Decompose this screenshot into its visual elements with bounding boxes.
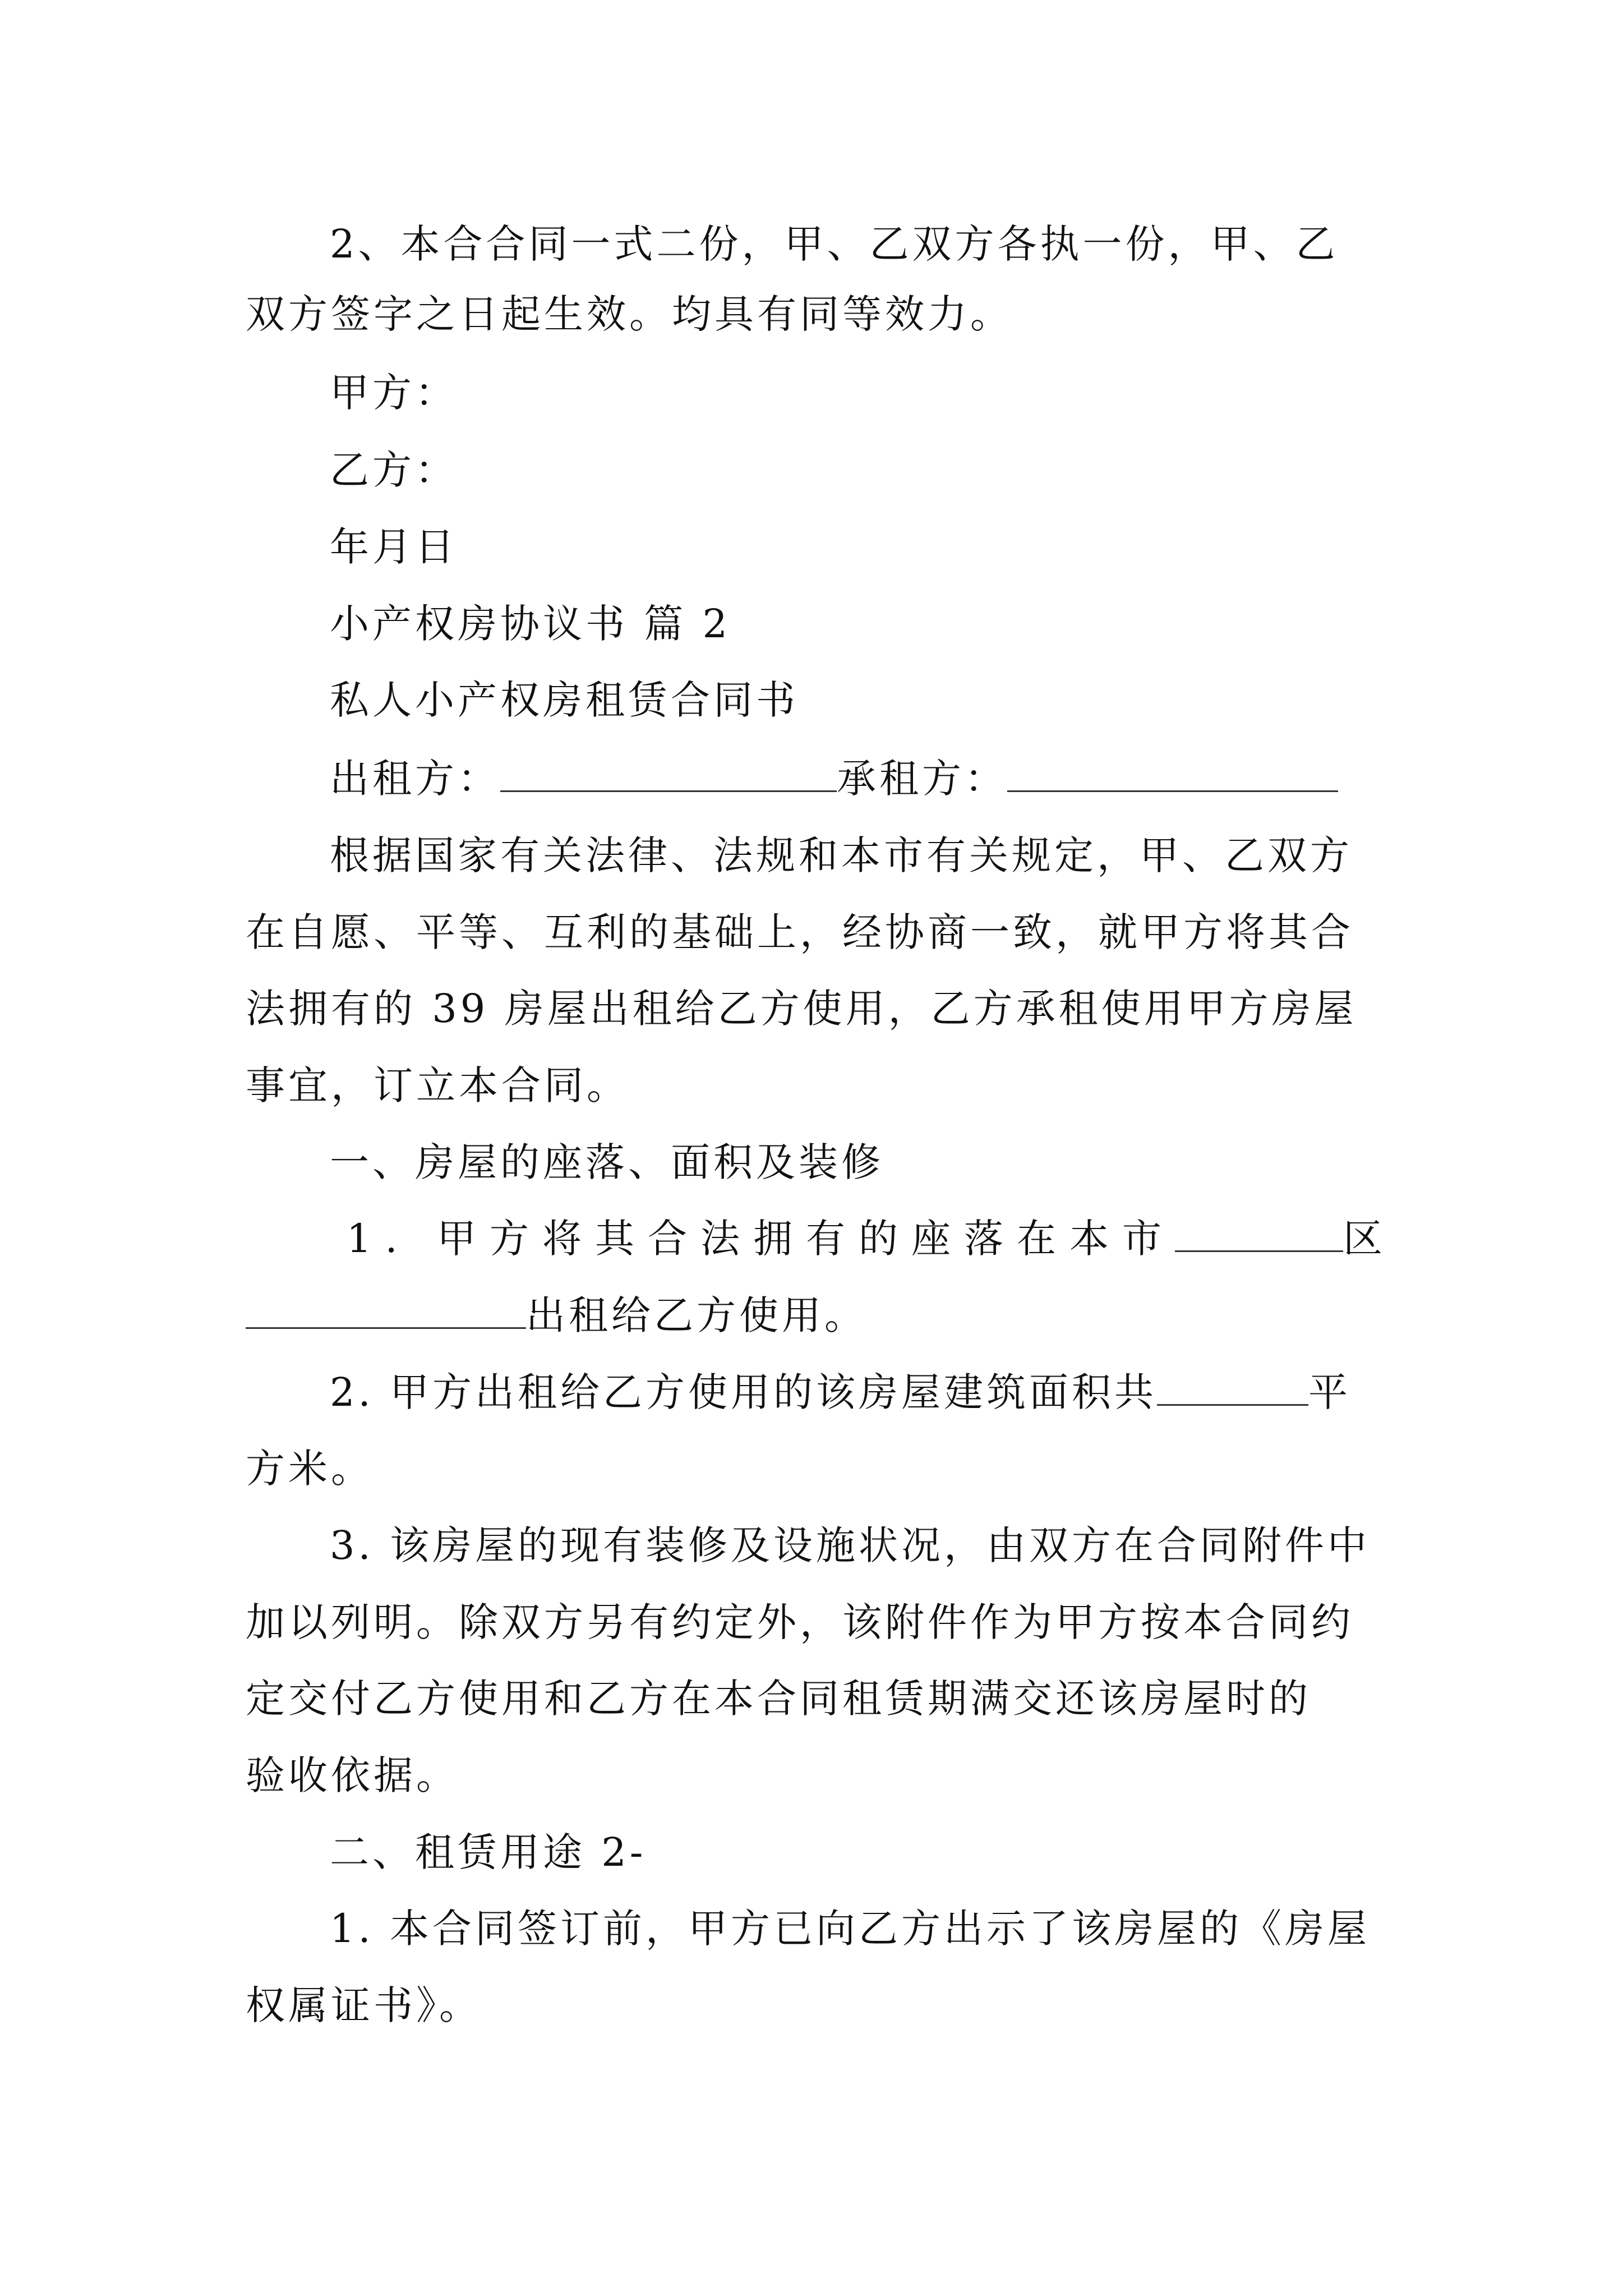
lessee-blank bbox=[1007, 751, 1338, 792]
date-line: 年月日 bbox=[330, 524, 458, 570]
district-label: 区 bbox=[1343, 1216, 1386, 1262]
party-b-label: 乙方： bbox=[330, 447, 458, 493]
item-text: 出租给乙方使用。 bbox=[526, 1292, 867, 1338]
paragraph-line: 2、本合合同一式二份，甲、乙双方各执一份，甲、乙 bbox=[330, 221, 1339, 267]
paragraph-line: 在自愿、平等、互利的基础上，经协商一致，就甲方将其合 bbox=[246, 909, 1354, 955]
paragraph-line: 双方签字之日起生效。均具有同等效力。 bbox=[246, 291, 1013, 337]
section-heading: 一、房屋的座落、面积及装修 bbox=[330, 1139, 884, 1185]
paragraph-line bbox=[246, 1287, 867, 1343]
city-blank bbox=[1175, 1211, 1343, 1252]
paragraph-line: 方米。 bbox=[246, 1446, 374, 1492]
item-text: 2. 甲方出租给乙方使用的该房屋建筑面积共 bbox=[330, 1369, 1158, 1415]
paragraph-line: 事宜，订立本合同。 bbox=[246, 1062, 629, 1108]
lessor-blank bbox=[500, 751, 837, 792]
paragraph-line: 加以列明。除双方另有约定外，该附件作为甲方按本合同约 bbox=[246, 1599, 1354, 1645]
item-text: 平 bbox=[1308, 1369, 1352, 1415]
paragraph-line bbox=[330, 1364, 1351, 1420]
section-heading: 小产权房协议书 篇 2 bbox=[330, 601, 731, 647]
paragraph-line: 根据国家有关法律、法规和本市有关规定，甲、乙双方 bbox=[330, 832, 1353, 878]
contract-title: 私人小产权房租赁合同书 bbox=[330, 677, 799, 723]
lessor-label: 出租方： bbox=[330, 756, 500, 802]
section-heading: 二、租赁用途 2- bbox=[330, 1829, 647, 1875]
paragraph-line: 验收依据。 bbox=[246, 1752, 459, 1798]
paragraph-line: 权属证书》。 bbox=[246, 1982, 482, 2028]
paragraph-line: 定交付乙方使用和乙方在本合同租赁期满交还该房屋时的 bbox=[246, 1676, 1311, 1722]
party-a-label: 甲方： bbox=[330, 370, 458, 416]
item-text: 1. 甲方将其合法拥有的座落在本市 bbox=[347, 1216, 1175, 1262]
paragraph-line: 法拥有的 39 房屋出租给乙方使用，乙方承租使用甲方房屋 bbox=[246, 986, 1357, 1032]
parties-line bbox=[330, 751, 1338, 807]
address-blank bbox=[246, 1288, 526, 1329]
paragraph-line: 1. 本合同签订前，甲方已向乙方出示了该房屋的《房屋 bbox=[330, 1906, 1371, 1952]
paragraph-line: 3. 该房屋的现有装修及设施状况，由双方在合同附件中 bbox=[330, 1522, 1371, 1568]
lessee-label: 承租方： bbox=[837, 756, 1007, 802]
paragraph-line bbox=[347, 1211, 1386, 1267]
area-blank bbox=[1157, 1365, 1308, 1406]
